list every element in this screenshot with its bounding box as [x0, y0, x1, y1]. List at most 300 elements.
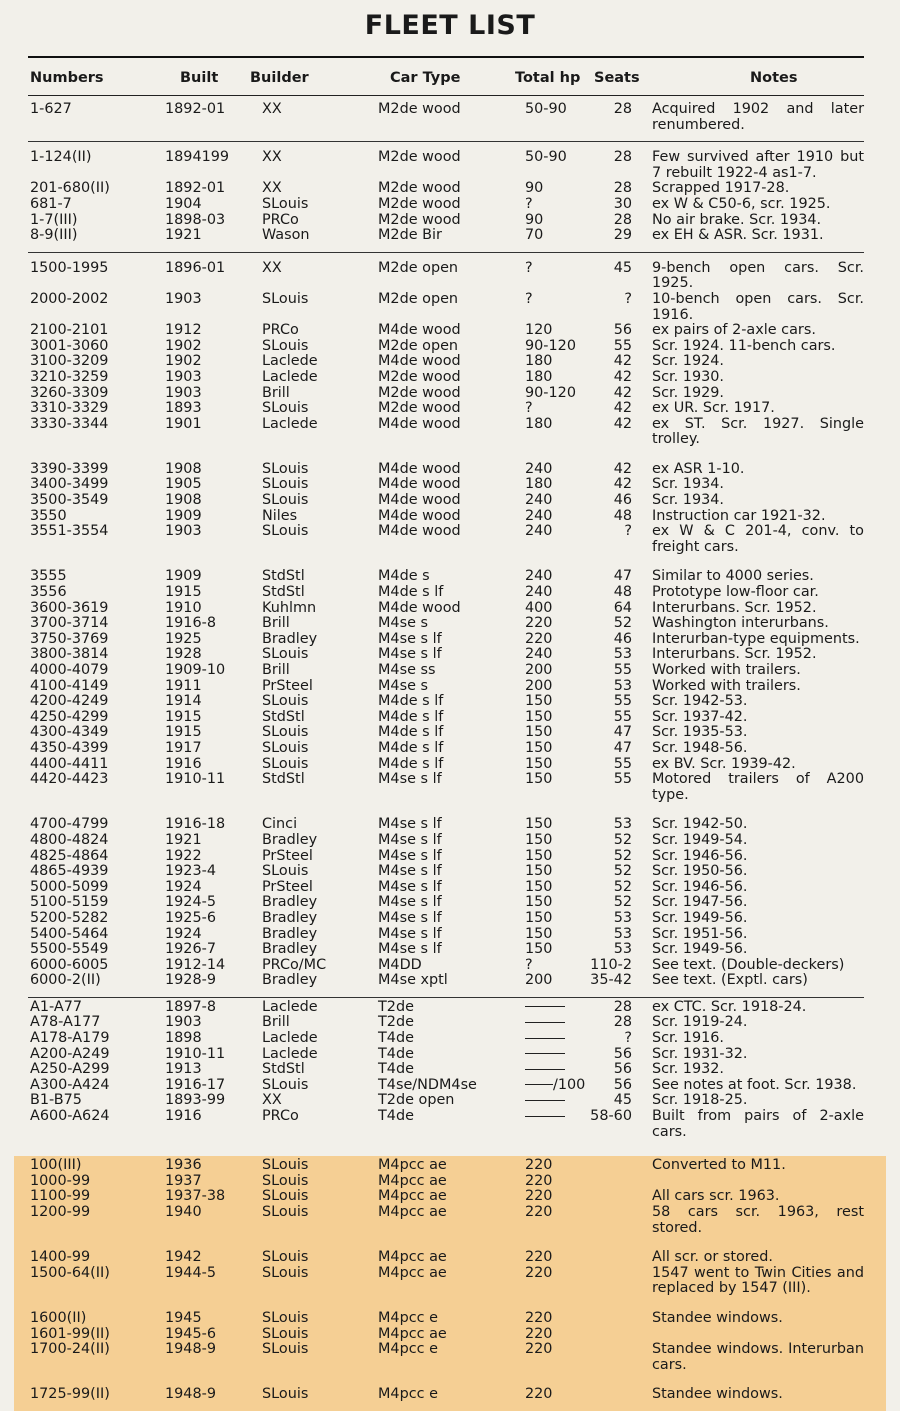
built-year: 1902 [165, 353, 202, 370]
seat-count: 48 [613, 507, 632, 524]
car-type: M4de s lf [378, 584, 444, 601]
notes: See text. (Double-deckers) [652, 956, 845, 973]
notes: ex W & C50-6, scr. 1925. [652, 195, 831, 212]
builder-name: SLouis [262, 739, 309, 756]
built-year: 1921 [165, 831, 202, 848]
seat-count: 58-60 [590, 1108, 632, 1125]
built-year: 1915 [165, 724, 202, 741]
built-year: 1910-11 [165, 771, 226, 788]
car-type: M2de wood [378, 368, 461, 385]
total-hp [525, 1015, 565, 1031]
built-year: 1928-9 [165, 972, 216, 989]
car-type: M4de wood [378, 460, 461, 477]
built-year: 1924 [165, 925, 202, 942]
seat-count: 28 [613, 149, 632, 166]
total-hp: 150 [525, 894, 553, 911]
notes: Few survived after 1910 but 7 rebuilt 1922-4 as1-7. [652, 149, 864, 181]
notes: Scr. 1948-56. [652, 739, 748, 756]
builder-name: Laclede [262, 1045, 318, 1062]
seat-count: 55 [613, 708, 632, 725]
table-row [28, 370, 864, 386]
notes: ex BV. Scr. 1939-42. [652, 755, 796, 772]
total-hp: 220 [525, 1204, 553, 1220]
car-type: M2de wood [378, 400, 461, 417]
builder-name: XX [262, 259, 282, 276]
car-numbers: 4300-4349 [30, 724, 109, 741]
table-row [28, 710, 864, 726]
car-type: M2de open [378, 259, 459, 276]
table-row [28, 1093, 864, 1109]
built-year: 1909-10 [165, 662, 226, 678]
builder-name: SLouis [262, 492, 309, 509]
car-numbers: A200-A249 [30, 1045, 110, 1062]
total-hp: 220 [525, 1157, 553, 1174]
car-type: M4DD [378, 956, 422, 973]
car-type: M4pcc ae [378, 1249, 447, 1266]
car-type: M2de open [378, 290, 459, 307]
car-numbers: 3551-3554 [30, 523, 109, 540]
car-numbers: 5500-5549 [30, 941, 109, 958]
seat-count: ? [624, 1030, 632, 1047]
seat-count: 35-42 [590, 972, 632, 989]
total-hp: 220 [525, 1341, 553, 1358]
car-numbers: 1100-99 [30, 1188, 91, 1205]
builder-name: StdStl [262, 708, 305, 725]
header-total-hp: Total hp [515, 70, 581, 86]
seat-count: 28 [613, 1014, 632, 1031]
dash-line [525, 1006, 565, 1007]
table-row [28, 213, 864, 229]
car-type: T4de [378, 1108, 414, 1125]
car-numbers: B1-B75 [30, 1092, 82, 1109]
builder-name: SLouis [262, 400, 309, 417]
page-title: FLEET LIST [364, 10, 536, 41]
notes: Prototype low-floor car. [652, 584, 819, 601]
total-hp [525, 1093, 565, 1109]
built-year: 1912 [165, 322, 202, 339]
car-type: T4se/NDM4se [378, 1076, 477, 1093]
table-row [28, 725, 864, 741]
built-year: 1903 [165, 384, 202, 401]
car-type: M4de s lf [378, 739, 444, 756]
built-year: 1911 [165, 677, 202, 694]
builder-name: SLouis [262, 693, 309, 710]
seat-count: 28 [613, 180, 632, 197]
car-type: M2de open [378, 337, 459, 354]
notes: Scr. 1950-56. [652, 863, 748, 880]
table-row [28, 973, 864, 989]
notes: Scr. 1951-56. [652, 925, 748, 942]
car-type: T2de [378, 1014, 414, 1031]
total-hp: 200 [525, 677, 553, 694]
table-row [28, 354, 864, 370]
notes: Scr. 1949-56. [652, 941, 748, 958]
total-hp: 180 [525, 476, 553, 493]
built-year: 1916-18 [165, 816, 226, 833]
table-row [28, 1387, 864, 1403]
car-numbers: 3001-3060 [30, 337, 109, 354]
notes: See notes at foot. Scr. 1938. [652, 1076, 857, 1093]
built-year: 1896-01 [165, 259, 226, 276]
table-row [28, 417, 864, 448]
table-row [28, 509, 864, 525]
total-hp [525, 1000, 565, 1016]
table-row [28, 647, 864, 663]
fleet-group [28, 142, 864, 253]
total-hp: 180 [525, 353, 553, 370]
seat-count: 53 [613, 677, 632, 694]
header-notes: Notes [750, 70, 798, 86]
header-numbers: Numbers [30, 70, 104, 86]
notes: 1547 went to Twin Cities and replaced by 1547 (III). [652, 1264, 864, 1297]
built-year: 1892-01 [165, 180, 226, 197]
table-row [28, 864, 864, 880]
car-type: M4de wood [378, 322, 461, 339]
built-year: 1909 [165, 568, 202, 585]
car-numbers: 3100-3209 [30, 353, 109, 370]
car-numbers: 2100-2101 [30, 322, 109, 339]
builder-name: Brill [262, 662, 290, 678]
car-type: M4pcc ae [378, 1264, 447, 1281]
total-hp: 200 [525, 662, 553, 678]
built-year: 1925-6 [165, 909, 216, 926]
seat-count: 42 [613, 476, 632, 493]
notes: Interurbans. Scr. 1952. [652, 599, 817, 616]
total-hp: 150 [525, 724, 553, 741]
notes: Scr. 1942-50. [652, 816, 748, 833]
car-type: M4pcc ae [378, 1188, 447, 1205]
total-hp: 240 [525, 646, 553, 663]
table-row [28, 197, 864, 213]
seat-count: 42 [613, 460, 632, 477]
car-numbers: 100(III) [30, 1157, 82, 1174]
car-numbers: 3600-3619 [30, 599, 109, 616]
built-year: 1903 [165, 523, 202, 540]
car-numbers: 1-7(III) [30, 211, 78, 228]
notes: Scr. 1946-56. [652, 847, 748, 864]
built-year: 1908 [165, 460, 202, 477]
total-hp: 240 [525, 492, 553, 509]
seat-count: 56 [613, 1061, 632, 1078]
table-header [0, 70, 900, 90]
builder-name: PRCo/MC [262, 956, 327, 973]
builder-name: SLouis [262, 1172, 309, 1189]
table-row [28, 386, 864, 402]
notes: ex CTC. Scr. 1918-24. [652, 998, 807, 1015]
built-year: 1915 [165, 708, 202, 725]
seat-count: 52 [613, 878, 632, 895]
builder-name: SLouis [262, 1249, 309, 1266]
total-hp: 220 [525, 1249, 553, 1266]
car-type: M2de wood [378, 149, 461, 166]
car-numbers: A250-A299 [30, 1061, 110, 1078]
table-row [28, 679, 864, 695]
car-numbers: 1600(II) [30, 1309, 87, 1326]
total-hp: 90 [525, 211, 544, 228]
total-hp: 150 [525, 878, 553, 895]
car-type: M4se s lf [378, 894, 442, 911]
notes: See text. (Exptl. cars) [652, 972, 808, 989]
builder-name: XX [262, 149, 282, 166]
header-seats: Seats [594, 70, 640, 86]
notes: 58 cars scr. 1963, rest stored. [652, 1204, 864, 1236]
total-hp: 90-120 [525, 337, 576, 354]
seat-count: 52 [613, 615, 632, 632]
table-row [28, 1031, 864, 1047]
builder-name: Kuhlmn [262, 599, 317, 616]
notes [652, 1174, 864, 1190]
seat-count: 56 [613, 1076, 632, 1093]
car-type: M4de s lf [378, 724, 444, 741]
car-type: M2de wood [378, 180, 461, 197]
dash-line [525, 1053, 565, 1054]
fleet-group [28, 998, 864, 1148]
car-numbers: 3400-3499 [30, 476, 109, 493]
total-hp: 150 [525, 739, 553, 756]
dash-line [525, 1038, 565, 1039]
car-type: M4se s lf [378, 771, 442, 788]
table-row [28, 181, 864, 197]
built-year: 1925 [165, 630, 202, 647]
table-row [28, 1047, 864, 1063]
notes: ex UR. Scr. 1917. [652, 400, 775, 417]
built-year: 1917 [165, 739, 202, 756]
total-hp: 180 [525, 415, 553, 432]
total-hp: 150 [525, 755, 553, 772]
car-numbers: A178-A179 [30, 1030, 110, 1047]
total-hp [525, 1047, 565, 1063]
car-type: T2de [378, 998, 414, 1015]
fleet-group [14, 1156, 886, 1411]
builder-name: SLouis [262, 1188, 309, 1205]
dash-line [525, 1069, 565, 1070]
table-row [28, 757, 864, 773]
car-type: M4de wood [378, 599, 461, 616]
builder-name: Cinci [262, 816, 298, 833]
seat-count: 45 [613, 1092, 632, 1109]
notes: ex W & C 201-4, conv. to freight cars. [652, 523, 864, 555]
car-numbers: A78-A177 [30, 1014, 101, 1031]
table-row [28, 462, 864, 478]
seat-count: ? [624, 523, 632, 540]
notes: ex pairs of 2-axle cars. [652, 322, 816, 339]
table-row [28, 1327, 864, 1343]
total-hp: 240 [525, 523, 553, 540]
car-numbers: 4100-4149 [30, 677, 109, 694]
built-year: 1903 [165, 290, 202, 307]
dash-line [525, 1100, 565, 1101]
car-numbers: 201-680(II) [30, 180, 110, 197]
builder-name: Laclede [262, 415, 318, 432]
car-type: M4se s [378, 615, 428, 632]
seat-count: 53 [613, 909, 632, 926]
car-type: T4de [378, 1045, 414, 1062]
built-year: 1928 [165, 646, 202, 663]
notes: Similar to 4000 series. [652, 568, 814, 585]
seat-count: 55 [613, 662, 632, 678]
total-hp: 150 [525, 941, 553, 958]
total-hp: 240 [525, 460, 553, 477]
notes: All cars scr. 1963. [652, 1188, 780, 1205]
table-row [28, 1078, 864, 1094]
built-year: 1902 [165, 337, 202, 354]
seat-count: 47 [613, 568, 632, 585]
car-numbers: 5100-5159 [30, 894, 109, 911]
car-numbers: 5000-5099 [30, 878, 109, 895]
builder-name: Bradley [262, 630, 318, 647]
total-hp [525, 1062, 565, 1078]
notes: Scr. 1935-53. [652, 724, 748, 741]
notes: Interurbans. Scr. 1952. [652, 646, 817, 663]
car-type: M4se s lf [378, 831, 442, 848]
builder-name: Wason [262, 227, 310, 244]
seat-count: 28 [613, 101, 632, 117]
car-type: M4de wood [378, 353, 461, 370]
total-hp: 220 [525, 1172, 553, 1189]
seat-count: 29 [613, 227, 632, 244]
table-row [28, 1205, 864, 1236]
car-numbers: 3556 [30, 584, 67, 601]
notes: Motored trailers of A200 type. [652, 771, 864, 803]
total-hp: 150 [525, 909, 553, 926]
seat-count: 30 [613, 195, 632, 212]
car-type: M4pcc e [378, 1309, 438, 1326]
notes: Scr. 1929. [652, 384, 724, 401]
car-type: M4se s lf [378, 646, 442, 663]
builder-name: SLouis [262, 863, 309, 880]
header-rule [28, 95, 864, 96]
total-hp: 150 [525, 847, 553, 864]
table-row [28, 585, 864, 601]
car-numbers: 1601-99(II) [30, 1325, 110, 1342]
table-row [28, 1000, 864, 1016]
built-year: 1909 [165, 507, 202, 524]
built-year: 1922 [165, 847, 202, 864]
built-year: 1948-9 [165, 1386, 216, 1403]
table-row [28, 477, 864, 493]
car-numbers: 3550 [30, 507, 67, 524]
built-year: 1937 [165, 1172, 202, 1189]
car-type: M4de wood [378, 415, 461, 432]
table-row [28, 1109, 864, 1140]
built-year: 1893-99 [165, 1092, 226, 1109]
builder-name: Bradley [262, 894, 318, 911]
car-numbers: 4400-4411 [30, 755, 109, 772]
notes: 9-bench open cars. Scr. 1925. [652, 259, 864, 292]
built-year: 1916-8 [165, 615, 216, 632]
builder-name: StdStl [262, 1061, 305, 1078]
car-numbers: 1000-99 [30, 1172, 91, 1189]
builder-name: Brill [262, 1014, 290, 1031]
built-year: 1940 [165, 1204, 202, 1220]
table-row [28, 849, 864, 865]
notes: Standee windows. Interurban cars. [652, 1341, 864, 1373]
car-numbers: 3260-3309 [30, 384, 109, 401]
builder-name: SLouis [262, 290, 309, 307]
builder-name: PRCo [262, 211, 299, 228]
car-numbers: 3500-3549 [30, 492, 109, 509]
builder-name: SLouis [262, 1157, 309, 1174]
total-hp: 220 [525, 1264, 553, 1281]
car-numbers: 1725-99(II) [30, 1386, 110, 1403]
notes: Scr. 1924. 11-bench cars. [652, 337, 836, 354]
table-row [28, 1311, 864, 1327]
total-hp: 240 [525, 568, 553, 585]
notes: Scr. 1947-56. [652, 894, 748, 911]
table-row [28, 401, 864, 417]
builder-name: SLouis [262, 646, 309, 663]
builder-name: SLouis [262, 1264, 309, 1281]
table-row [28, 323, 864, 339]
seat-count: 52 [613, 831, 632, 848]
table-row [28, 1342, 864, 1373]
car-numbers: 4000-4079 [30, 662, 109, 678]
table-row [28, 927, 864, 943]
seat-count: 55 [613, 693, 632, 710]
table-row [28, 1174, 864, 1190]
total-hp: ? [525, 290, 533, 307]
notes: ex ASR 1-10. [652, 460, 745, 477]
car-type: M4pcc e [378, 1386, 438, 1403]
built-year: 1908 [165, 492, 202, 509]
seat-count: ? [624, 290, 632, 307]
fleet-table [0, 100, 900, 1411]
table-row [28, 524, 864, 555]
car-numbers: 3555 [30, 568, 67, 585]
notes: Scr. 1949-54. [652, 831, 748, 848]
built-year: 1903 [165, 368, 202, 385]
header-car-type: Car Type [390, 70, 461, 86]
car-numbers: 1200-99 [30, 1204, 91, 1220]
notes: Scr. 1931-32. [652, 1045, 748, 1062]
seat-count: 52 [613, 894, 632, 911]
car-numbers: 4800-4824 [30, 831, 109, 848]
builder-name: SLouis [262, 1386, 309, 1403]
total-hp: 240 [525, 507, 553, 524]
car-type: M2de wood [378, 211, 461, 228]
builder-name: XX [262, 1092, 282, 1109]
total-hp [525, 1109, 565, 1125]
table-row [28, 1062, 864, 1078]
builder-name: SLouis [262, 476, 309, 493]
table-row [28, 632, 864, 648]
notes: Scr. 1919-24. [652, 1014, 748, 1031]
car-numbers: 4865-4939 [30, 863, 109, 880]
car-type: M4de s [378, 568, 430, 585]
builder-name: SLouis [262, 1309, 309, 1326]
built-year: 1945 [165, 1309, 202, 1326]
car-type: M4de s lf [378, 755, 444, 772]
seat-count: 52 [613, 863, 632, 880]
builder-name: SLouis [262, 337, 309, 354]
fleet-group [28, 100, 864, 142]
total-hp [525, 1031, 565, 1047]
table-row [28, 339, 864, 355]
car-numbers: 4350-4399 [30, 739, 109, 756]
car-type: M4de wood [378, 523, 461, 540]
total-hp: 150 [525, 708, 553, 725]
seat-count: 53 [613, 646, 632, 663]
car-type: M2de wood [378, 195, 461, 212]
builder-name: Brill [262, 384, 290, 401]
car-numbers: A300-A424 [30, 1076, 110, 1093]
seat-count: 28 [613, 211, 632, 228]
total-hp: 120 [525, 322, 553, 339]
total-hp: 220 [525, 615, 553, 632]
table-row [28, 569, 864, 585]
car-numbers: 2000-2002 [30, 290, 109, 307]
seat-count: 48 [613, 584, 632, 601]
